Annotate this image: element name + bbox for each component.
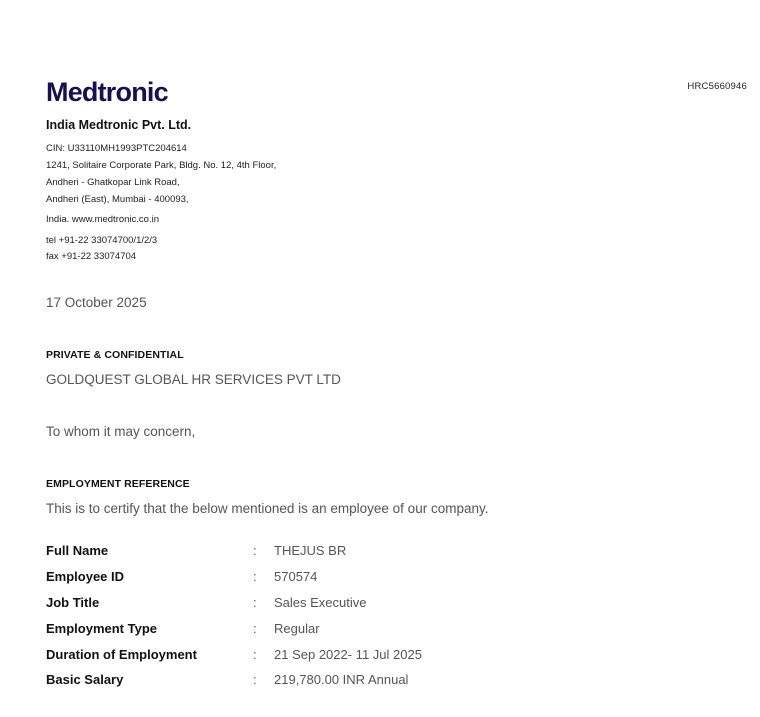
company-fax: fax +91-22 33074704 <box>46 251 137 262</box>
detail-value: 21 Sep 2022- 11 Jul 2025 <box>274 647 422 662</box>
salutation: To whom it may concern, <box>46 424 196 439</box>
detail-value: THEJUS BR <box>274 543 347 558</box>
detail-row-duration <box>46 647 726 667</box>
detail-value: 219,780.00 INR Annual <box>274 672 409 687</box>
confidential-heading: PRIVATE & CONFIDENTIAL <box>46 349 184 361</box>
detail-label: Employment Type <box>46 621 158 636</box>
address-line-4: India. www.medtronic.co.in <box>46 214 159 225</box>
recipient-name: GOLDQUEST GLOBAL HR SERVICES PVT LTD <box>46 372 341 387</box>
company-name: India Medtronic Pvt. Ltd. <box>46 118 192 132</box>
detail-value: Regular <box>274 621 320 636</box>
certification-text: This is to certify that the below mentioned is an employee of our company. <box>46 501 489 516</box>
address-line-3: Andheri (East), Mumbai - 400093, <box>46 194 189 205</box>
address-line-1: 1241, Solitaire Corporate Park, Bldg. No. 12, 4th Floor, <box>46 160 277 171</box>
detail-separator: : <box>253 543 257 558</box>
employment-reference-heading: EMPLOYMENT REFERENCE <box>46 478 190 490</box>
detail-separator: : <box>253 569 257 584</box>
company-cin: CIN: U33110MH1993PTC204614 <box>46 143 187 154</box>
detail-separator: : <box>253 595 257 610</box>
detail-value: 570574 <box>274 569 318 584</box>
detail-label: Full Name <box>46 543 109 558</box>
detail-separator: : <box>253 647 257 662</box>
detail-label: Basic Salary <box>46 672 124 687</box>
detail-separator: : <box>253 621 257 636</box>
reference-code: HRC5660946 <box>687 81 747 92</box>
letter-date: 17 October 2025 <box>46 295 147 310</box>
detail-label: Employee ID <box>46 569 125 584</box>
detail-value: Sales Executive <box>274 595 367 610</box>
detail-row-job-title <box>46 595 726 615</box>
detail-row-basic-salary <box>46 672 726 692</box>
company-tel: tel +91-22 33074700/1/2/3 <box>46 235 158 246</box>
medtronic-logo: Medtronic <box>46 77 168 107</box>
detail-row-employee-id <box>46 569 726 589</box>
detail-row-employment-type <box>46 621 726 641</box>
address-line-2: Andheri - Ghatkopar Link Road, <box>46 177 180 188</box>
detail-row-full-name <box>46 543 726 563</box>
detail-label: Duration of Employment <box>46 647 197 662</box>
detail-separator: : <box>253 672 257 687</box>
detail-label: Job Title <box>46 595 100 610</box>
